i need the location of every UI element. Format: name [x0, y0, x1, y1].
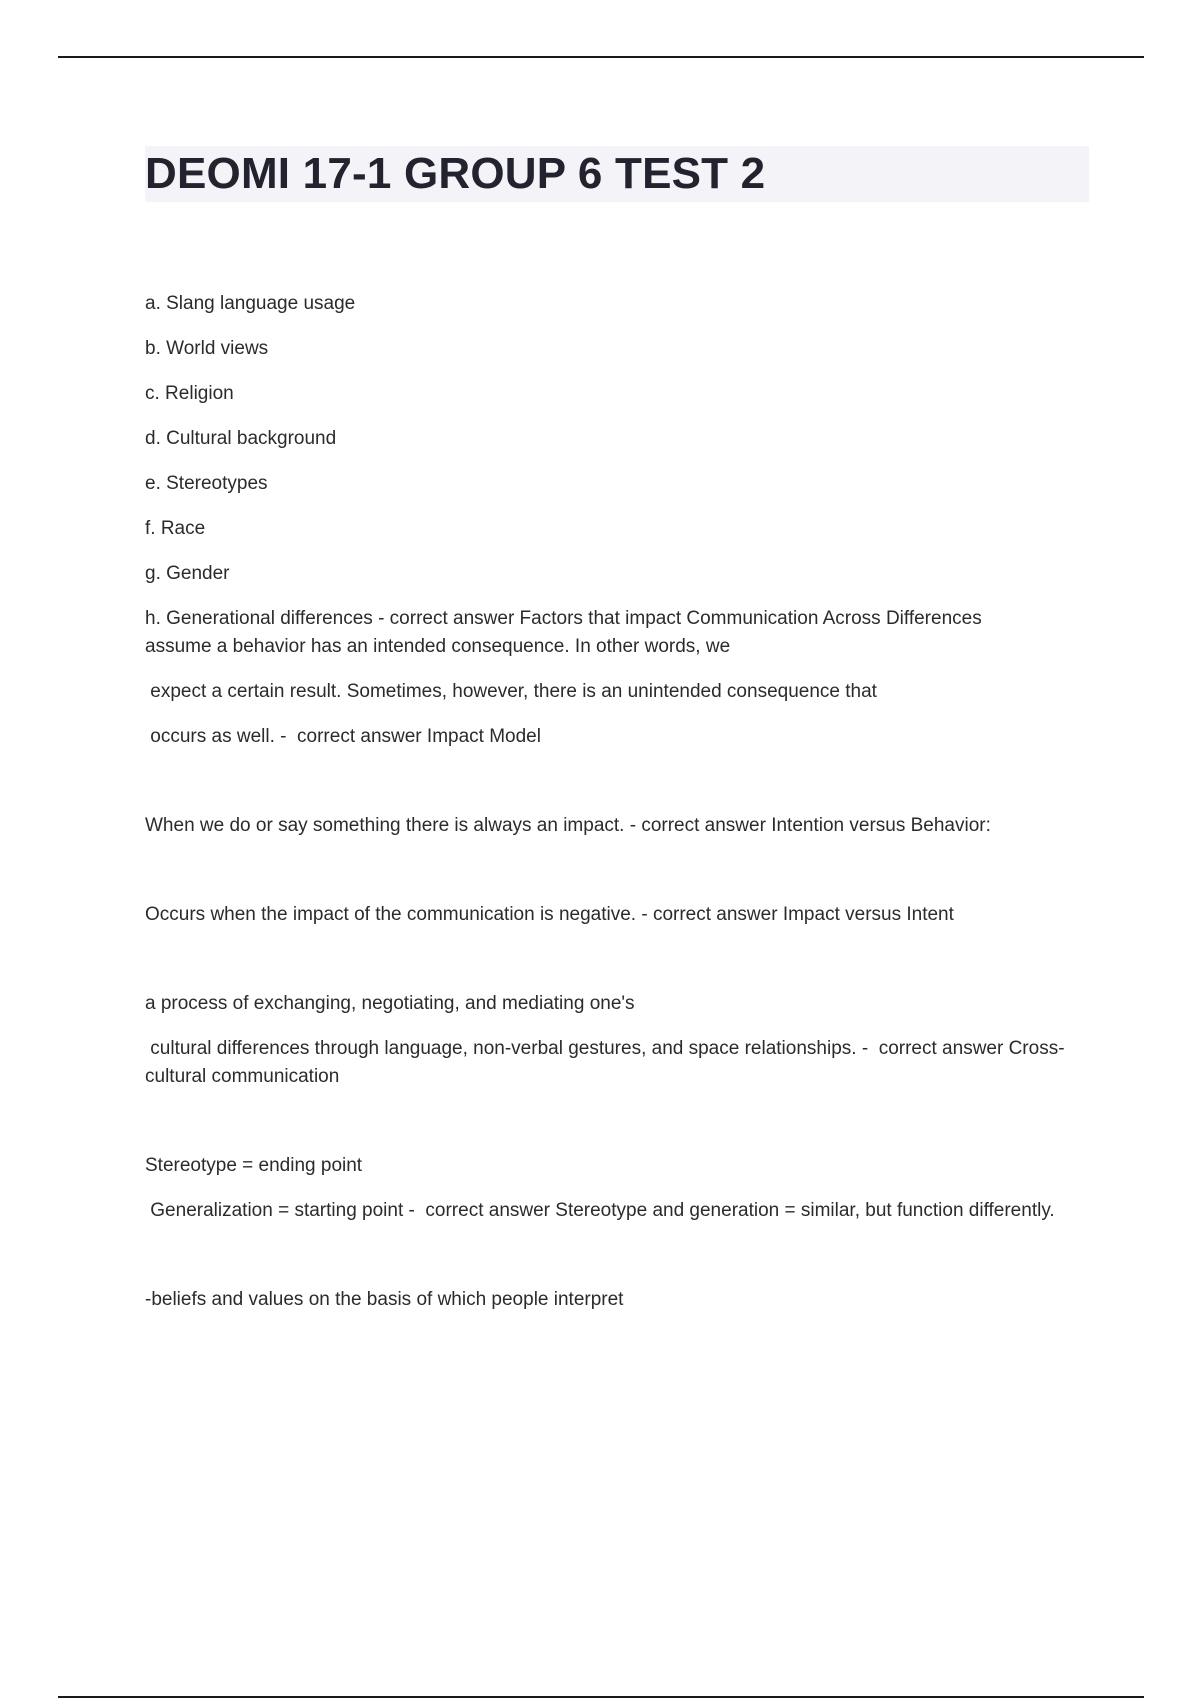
options-list [145, 290, 1085, 633]
option-c: c. Religion [145, 383, 234, 404]
stereotype-line-1: Stereotype = ending point [145, 1155, 363, 1176]
option-d: d. Cultural background [145, 428, 337, 449]
impact-intent-question: Occurs when the impact of the communication is negative. - correct answer Impact versus Intent [145, 904, 954, 925]
impact-model-line-2: expect a certain result. Sometimes, however, there is an unintended consequence that [145, 681, 877, 702]
cross-cultural-line-1: a process of exchanging, negotiating, and mediating one's [145, 993, 635, 1014]
option-f: f. Race [145, 518, 206, 539]
option-h-answer: h. Generational differences - correct answer Factors that impact Communication Across Differences [145, 608, 982, 629]
document-body [145, 290, 1085, 1314]
stereotype-block [145, 1152, 1085, 1225]
option-g: g. Gender [145, 563, 230, 584]
stereotype-line-2: Generalization = starting point - correct answer Stereotype and generation = similar, but function differently. [145, 1200, 1055, 1221]
intention-behavior-question: When we do or say something there is always an impact. - correct answer Intention versus Behavior: [145, 815, 991, 836]
option-b: b. World views [145, 338, 269, 359]
cross-cultural-line-2: cultural differences through language, non-verbal gestures, and space relationships. - correct answer Cross-cultural communication [145, 1038, 1065, 1087]
beliefs-question: -beliefs and values on the basis of which people interpret [145, 1289, 624, 1310]
document-title: DEOMI 17-1 GROUP 6 TEST 2 [145, 149, 766, 198]
cross-cultural-block [145, 990, 1085, 1091]
option-e: e. Stereotypes [145, 473, 268, 494]
impact-model-block [145, 633, 1085, 751]
impact-model-line-1: assume a behavior has an intended consequence. In other words, we [145, 636, 731, 657]
impact-model-line-3: occurs as well. - correct answer Impact Model [145, 726, 541, 747]
option-a: a. Slang language usage [145, 293, 356, 314]
bottom-rule [58, 1696, 1144, 1698]
top-rule [58, 56, 1144, 58]
